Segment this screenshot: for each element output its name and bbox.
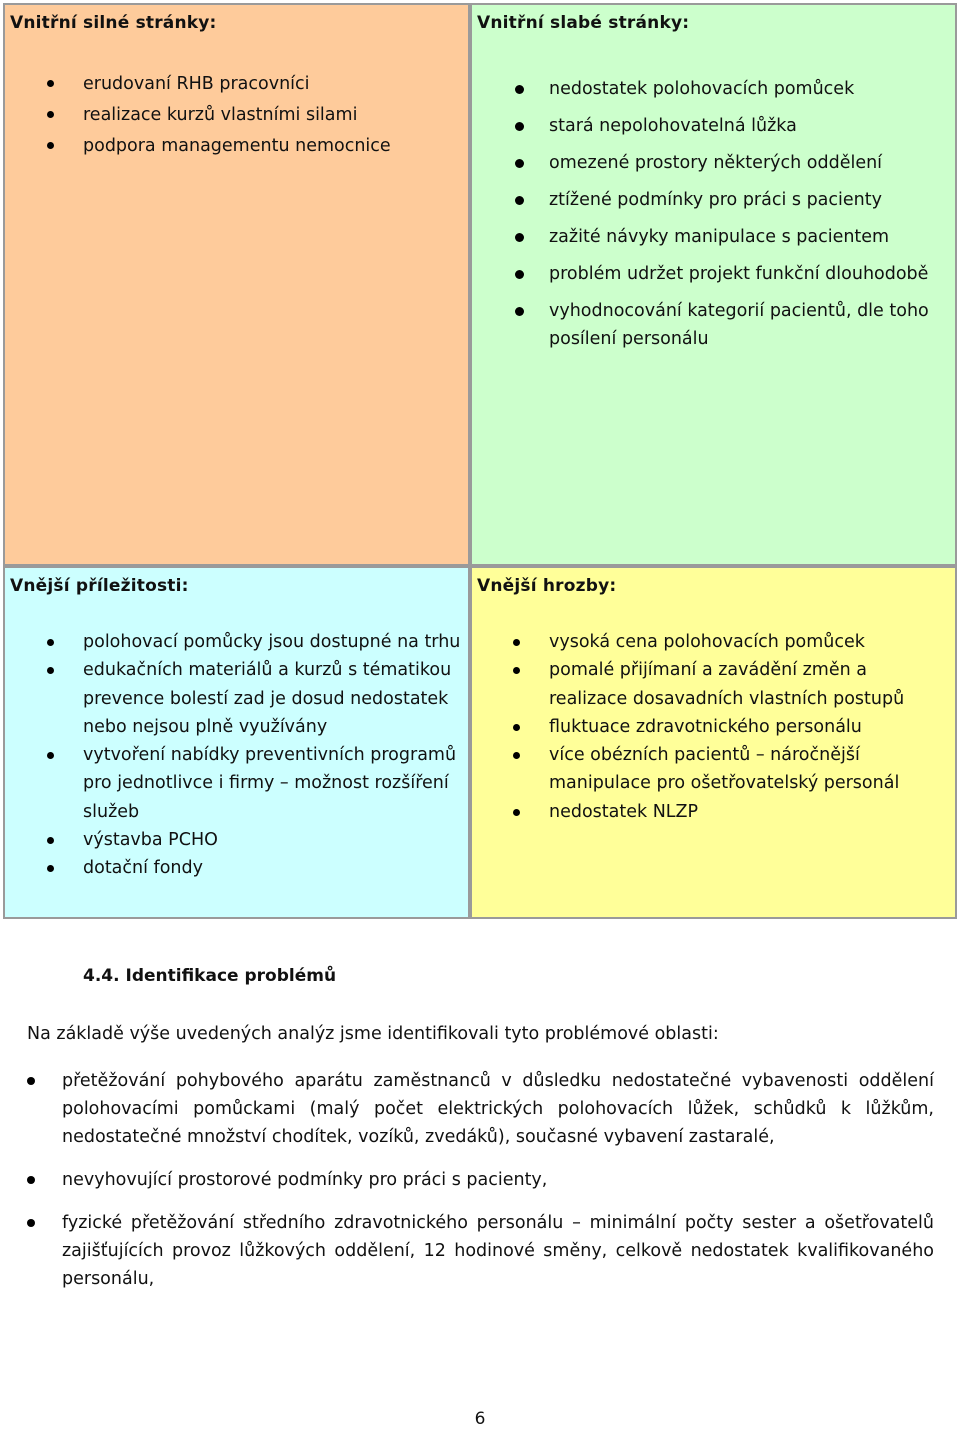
- bullet-icon: [47, 865, 54, 872]
- bullet-icon: [515, 122, 524, 131]
- bullet-icon: [47, 639, 54, 646]
- swot-strengths-cell: [3, 3, 470, 566]
- bullet-icon: [515, 233, 524, 242]
- list-item: problém udržet projekt funkční dlouhodobě: [549, 260, 954, 288]
- list-item: nedostatek polohovacích pomůcek: [549, 75, 954, 103]
- list-item: fyzické přetěžování středního zdravotnického personálu – minimální počty sester a ošetřovatelů zajišťujících provoz lůžkových oddělení, 12 hodinové směny, celkově nedostatek kvalifikovaného personálu,: [62, 1209, 934, 1293]
- list-item: dotační fondy: [83, 854, 468, 882]
- list-item: podpora managementu nemocnice: [83, 131, 463, 162]
- bullet-icon: [515, 85, 524, 94]
- bullet-icon: [515, 159, 524, 168]
- list-item: více obézních pacientů – náročnější manipulace pro ošetřovatelský personál: [549, 741, 949, 798]
- bullet-icon: [47, 667, 54, 674]
- list-item: edukačních materiálů a kurzů s tématikou prevence bolestí zad je dosud nedostatek nebo nejsou plně využívány: [83, 656, 468, 741]
- list-item: omezené prostory některých oddělení: [549, 149, 954, 177]
- list-item: zažité návyky manipulace s pacientem: [549, 223, 954, 251]
- opportunities-title: Vnější příležitosti:: [10, 576, 189, 596]
- bullet-icon: [513, 667, 520, 674]
- list-item: ztížené podmínky pro práci s pacienty: [549, 186, 954, 214]
- list-item: pomalé přijímaní a zavádění změn a realizace dosavadních vlastních postupů: [549, 656, 949, 713]
- bullet-icon: [27, 1176, 35, 1184]
- list-item: realizace kurzů vlastními silami: [83, 100, 463, 131]
- bullet-icon: [47, 80, 54, 87]
- threats-list: [549, 628, 949, 826]
- bullet-icon: [515, 196, 524, 205]
- bullet-icon: [513, 724, 520, 731]
- swot-opportunities-cell: [3, 566, 470, 919]
- section-intro: Na základě výše uvedených analýz jsme identifikovali tyto problémové oblasti:: [27, 1024, 719, 1044]
- list-item: přetěžování pohybového aparátu zaměstnanců v důsledku nedostatečné vybavenosti oddělení polohovacími pomůckami (malý počet elektrických polohovacích lůžek, schůdků k lůžkům, nedostatečné množství chodítek, vozíků, zvedáků), současné vybavení zastaralé,: [62, 1067, 934, 1151]
- list-item: stará nepolohovatelná lůžka: [549, 112, 954, 140]
- page-number: 6: [474, 1409, 486, 1429]
- strengths-title: Vnitřní silné stránky:: [10, 13, 217, 33]
- threats-title: Vnější hrozby:: [477, 576, 617, 596]
- bullet-icon: [515, 307, 524, 316]
- opportunities-list: [83, 628, 468, 883]
- weaknesses-list: [549, 75, 954, 362]
- bullet-icon: [513, 809, 520, 816]
- bullet-icon: [47, 111, 54, 118]
- bullet-icon: [47, 837, 54, 844]
- list-item: erudovaní RHB pracovníci: [83, 69, 463, 100]
- list-item: vytvoření nabídky preventivních programů pro jednotlivce i firmy – možnost rozšíření služeb: [83, 741, 468, 826]
- bullet-icon: [513, 639, 520, 646]
- list-item: polohovací pomůcky jsou dostupné na trhu: [83, 628, 468, 656]
- list-item: fluktuace zdravotnického personálu: [549, 713, 949, 741]
- bullet-icon: [27, 1219, 35, 1227]
- weaknesses-title: Vnitřní slabé stránky:: [477, 13, 690, 33]
- section-heading: 4.4. Identifikace problémů: [83, 966, 337, 986]
- bullet-icon: [47, 142, 54, 149]
- swot-threats-cell: [470, 566, 957, 919]
- list-item: nedostatek NLZP: [549, 798, 949, 826]
- bullet-icon: [27, 1077, 35, 1085]
- bullet-icon: [513, 752, 520, 759]
- list-item: nevyhovující prostorové podmínky pro práci s pacienty,: [62, 1166, 934, 1194]
- list-item: výstavba PCHO: [83, 826, 468, 854]
- swot-weaknesses-cell: [470, 3, 957, 566]
- strengths-list: [83, 69, 463, 162]
- bullet-icon: [515, 270, 524, 279]
- list-item: vysoká cena polohovacích pomůcek: [549, 628, 949, 656]
- problems-list: [62, 1067, 934, 1308]
- bullet-icon: [47, 752, 54, 759]
- list-item: vyhodnocování kategorií pacientů, dle toho posílení personálu: [549, 297, 954, 353]
